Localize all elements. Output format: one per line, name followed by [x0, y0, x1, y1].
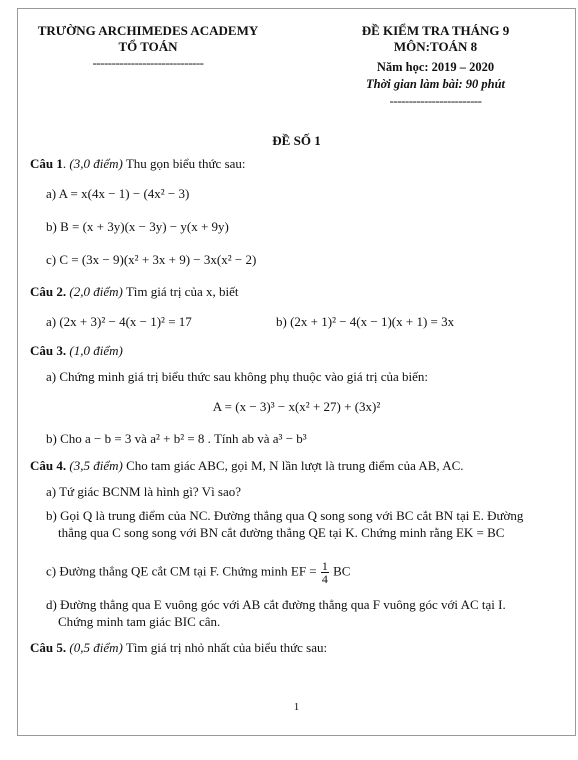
exam-number: ĐỀ SỐ 1	[272, 133, 321, 148]
fraction-one-quarter	[321, 560, 329, 585]
q1-part-a: a) A = x(4x − 1) − (4x² − 3)	[46, 186, 190, 201]
q4-text: Cho tam giác ABC, gọi M, N lần lượt là trung điểm của AB, AC.	[126, 458, 464, 473]
q5-points: (0,5 điểm)	[69, 640, 123, 655]
question-2	[30, 284, 238, 300]
fraction-denominator: 4	[321, 572, 328, 586]
q4-part-b-line1: b) Gọi Q là trung điểm của NC. Đường thẳng qua Q song song với BC cắt BN tại E. Đường	[46, 508, 524, 523]
subject: MÔN:TOÁN 8	[393, 39, 478, 54]
q2-part-a: a) (2x + 3)² − 4(x − 1)² = 17	[46, 314, 192, 329]
duration: Thời gian làm bài: 90 phút	[365, 77, 506, 91]
q2-part-b: b) (2x + 1)² − 4(x − 1)(x + 1) = 3x	[276, 314, 455, 329]
exam-title: ĐỀ KIỂM TRA THÁNG 9	[361, 23, 510, 38]
q4-part-b-line2: thẳng qua C song song với BN cắt đường thẳng QE tại K. Chứng minh rằng EK = BC	[58, 525, 505, 540]
q4-c-bc: BC	[333, 563, 351, 579]
exam-page	[17, 8, 576, 736]
q1-part-c: c) C = (3x − 9)(x² + 3x + 9) − 3x(x² − 2)	[46, 252, 257, 267]
q1-part-b: b) B = (x + 3y)(x − 3y) − y(x + 9y)	[46, 219, 229, 234]
q1-label: Câu 1	[30, 156, 63, 171]
left-divider: -----------------------------	[92, 55, 204, 70]
q3-points: (1,0 điểm)	[69, 343, 123, 358]
q2-label: Câu 2.	[30, 284, 67, 299]
question-5	[30, 640, 327, 656]
q4-part-c	[46, 560, 350, 585]
q3-part-b: b) Cho a − b = 3 và a² + b² = 8 . Tính ab và a³ − b³	[46, 431, 307, 446]
school-name: TRƯỜNG ARCHIMEDES ACADEMY	[37, 23, 259, 38]
fraction-numerator: 1	[321, 559, 328, 573]
right-divider: ------------------------	[389, 93, 482, 108]
q5-text: Tìm giá trị nhỏ nhất của biểu thức sau:	[125, 640, 328, 655]
q5-label: Câu 5.	[30, 640, 67, 655]
q2-text: Tìm giá trị của x, biết	[125, 284, 239, 299]
question-3	[30, 343, 123, 359]
q1-points: (3,0 điểm)	[69, 156, 123, 171]
question-1: Câu 1. (3,0 điểm) Thu gọn biểu thức sau:	[30, 156, 246, 171]
q3-label: Câu 3.	[30, 343, 67, 358]
q4-part-d-line1: d) Đường thẳng qua E vuông góc với AB cắt đường thẳng qua F vuông góc với AC tại I.	[46, 597, 506, 612]
department-name: TỔ TOÁN	[118, 39, 178, 54]
q4-part-d-line2: Chứng minh tam giác BIC cân.	[58, 614, 221, 629]
q3-part-a: a) Chứng minh giá trị biểu thức sau không phụ thuộc vào giá trị của biến:	[46, 369, 428, 384]
q4-part-a: a) Tứ giác BCNM là hình gì? Vì sao?	[46, 484, 242, 499]
q2-points: (2,0 điểm)	[69, 284, 123, 299]
q4-c-text: c) Đường thẳng QE cắt CM tại F. Chứng minh EF =	[46, 563, 317, 579]
q4-label: Câu 4.	[30, 458, 67, 473]
q4-points: (3,5 điểm)	[69, 458, 123, 473]
q3-formula: A = (x − 3)³ − x(x² + 27) + (3x)²	[212, 399, 381, 414]
q1-text: Thu gọn biểu thức sau:	[125, 156, 246, 171]
school-year: Năm học: 2019 – 2020	[376, 60, 495, 74]
page-number: 1	[293, 701, 300, 713]
question-4	[30, 458, 464, 474]
